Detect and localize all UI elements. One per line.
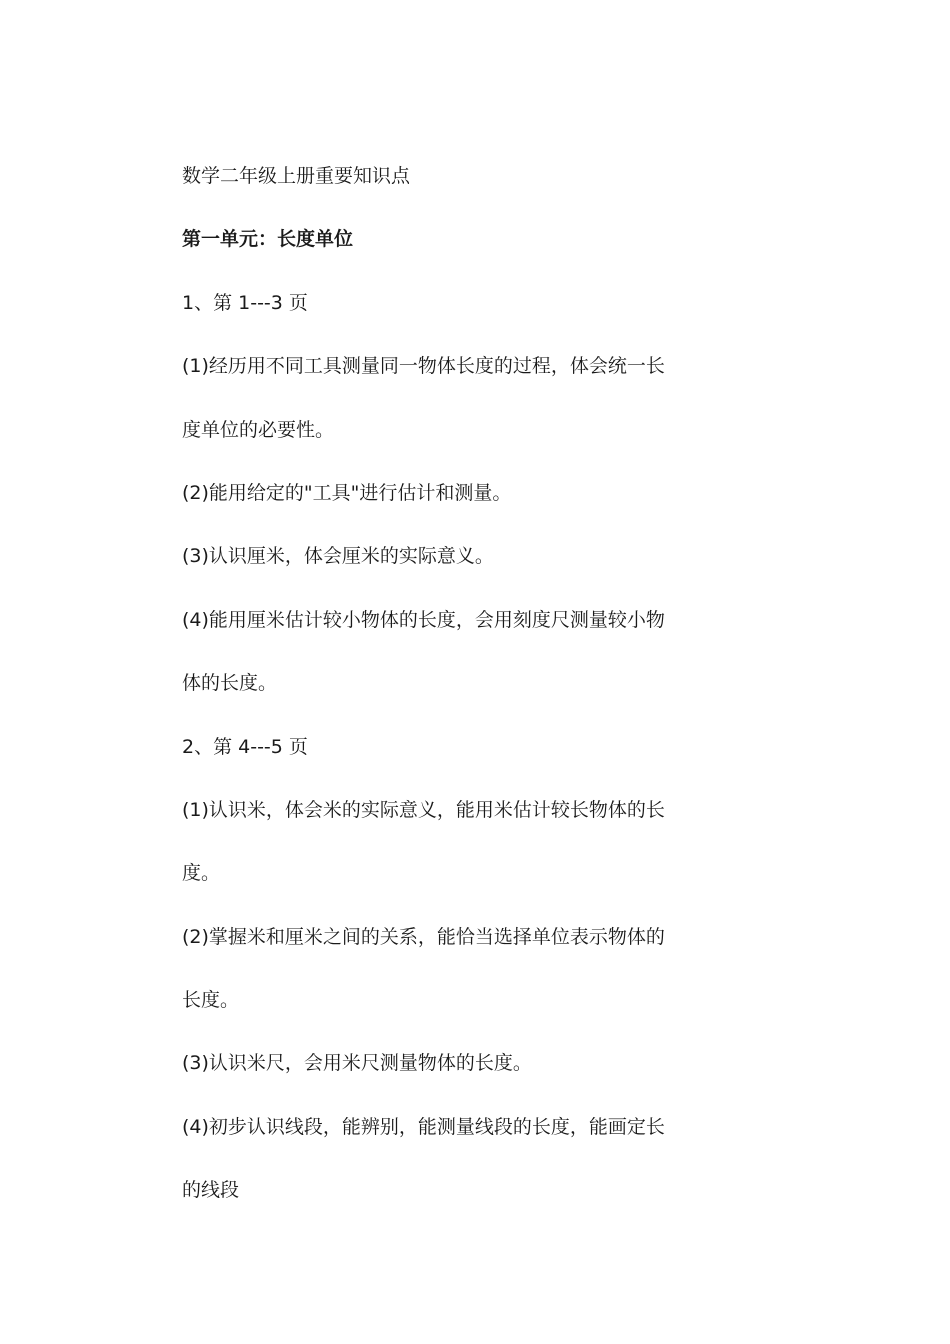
section-heading-2: 2、第 4---5 页 bbox=[182, 735, 308, 758]
paragraph-line: 的线段 bbox=[182, 1179, 240, 1202]
paragraph-line: 体的长度。 bbox=[182, 672, 278, 695]
paragraph-line: (3)认识米尺，会用米尺测量物体的长度。 bbox=[182, 1052, 532, 1075]
paragraph-line: (3)认识厘米，体会厘米的实际意义。 bbox=[182, 545, 494, 568]
paragraph-line: 度。 bbox=[182, 862, 221, 885]
paragraph-line: (1)认识米，体会米的实际意义，能用米估计较长物体的长 bbox=[182, 798, 665, 821]
document-page bbox=[182, 158, 682, 1236]
paragraph-line: 度单位的必要性。 bbox=[182, 418, 335, 441]
paragraph-line: (2)能用给定的"工具"进行估计和测量。 bbox=[182, 481, 512, 504]
unit-heading: 第一单元：长度单位 bbox=[182, 228, 354, 251]
paragraph-line: (4)能用厘米估计较小物体的长度，会用刻度尺测量较小物 bbox=[182, 608, 665, 631]
paragraph-line: (1)经历用不同工具测量同一物体长度的过程，体会统一长 bbox=[182, 355, 665, 378]
section-heading-1: 1、第 1---3 页 bbox=[182, 291, 308, 314]
paragraph-line: 长度。 bbox=[182, 989, 240, 1012]
document-title: 数学二年级上册重要知识点 bbox=[182, 165, 411, 187]
paragraph-line: (2)掌握米和厘米之间的关系，能恰当选择单位表示物体的 bbox=[182, 925, 665, 948]
paragraph-line: (4)初步认识线段，能辨别，能测量线段的长度，能画定长 bbox=[182, 1115, 665, 1138]
